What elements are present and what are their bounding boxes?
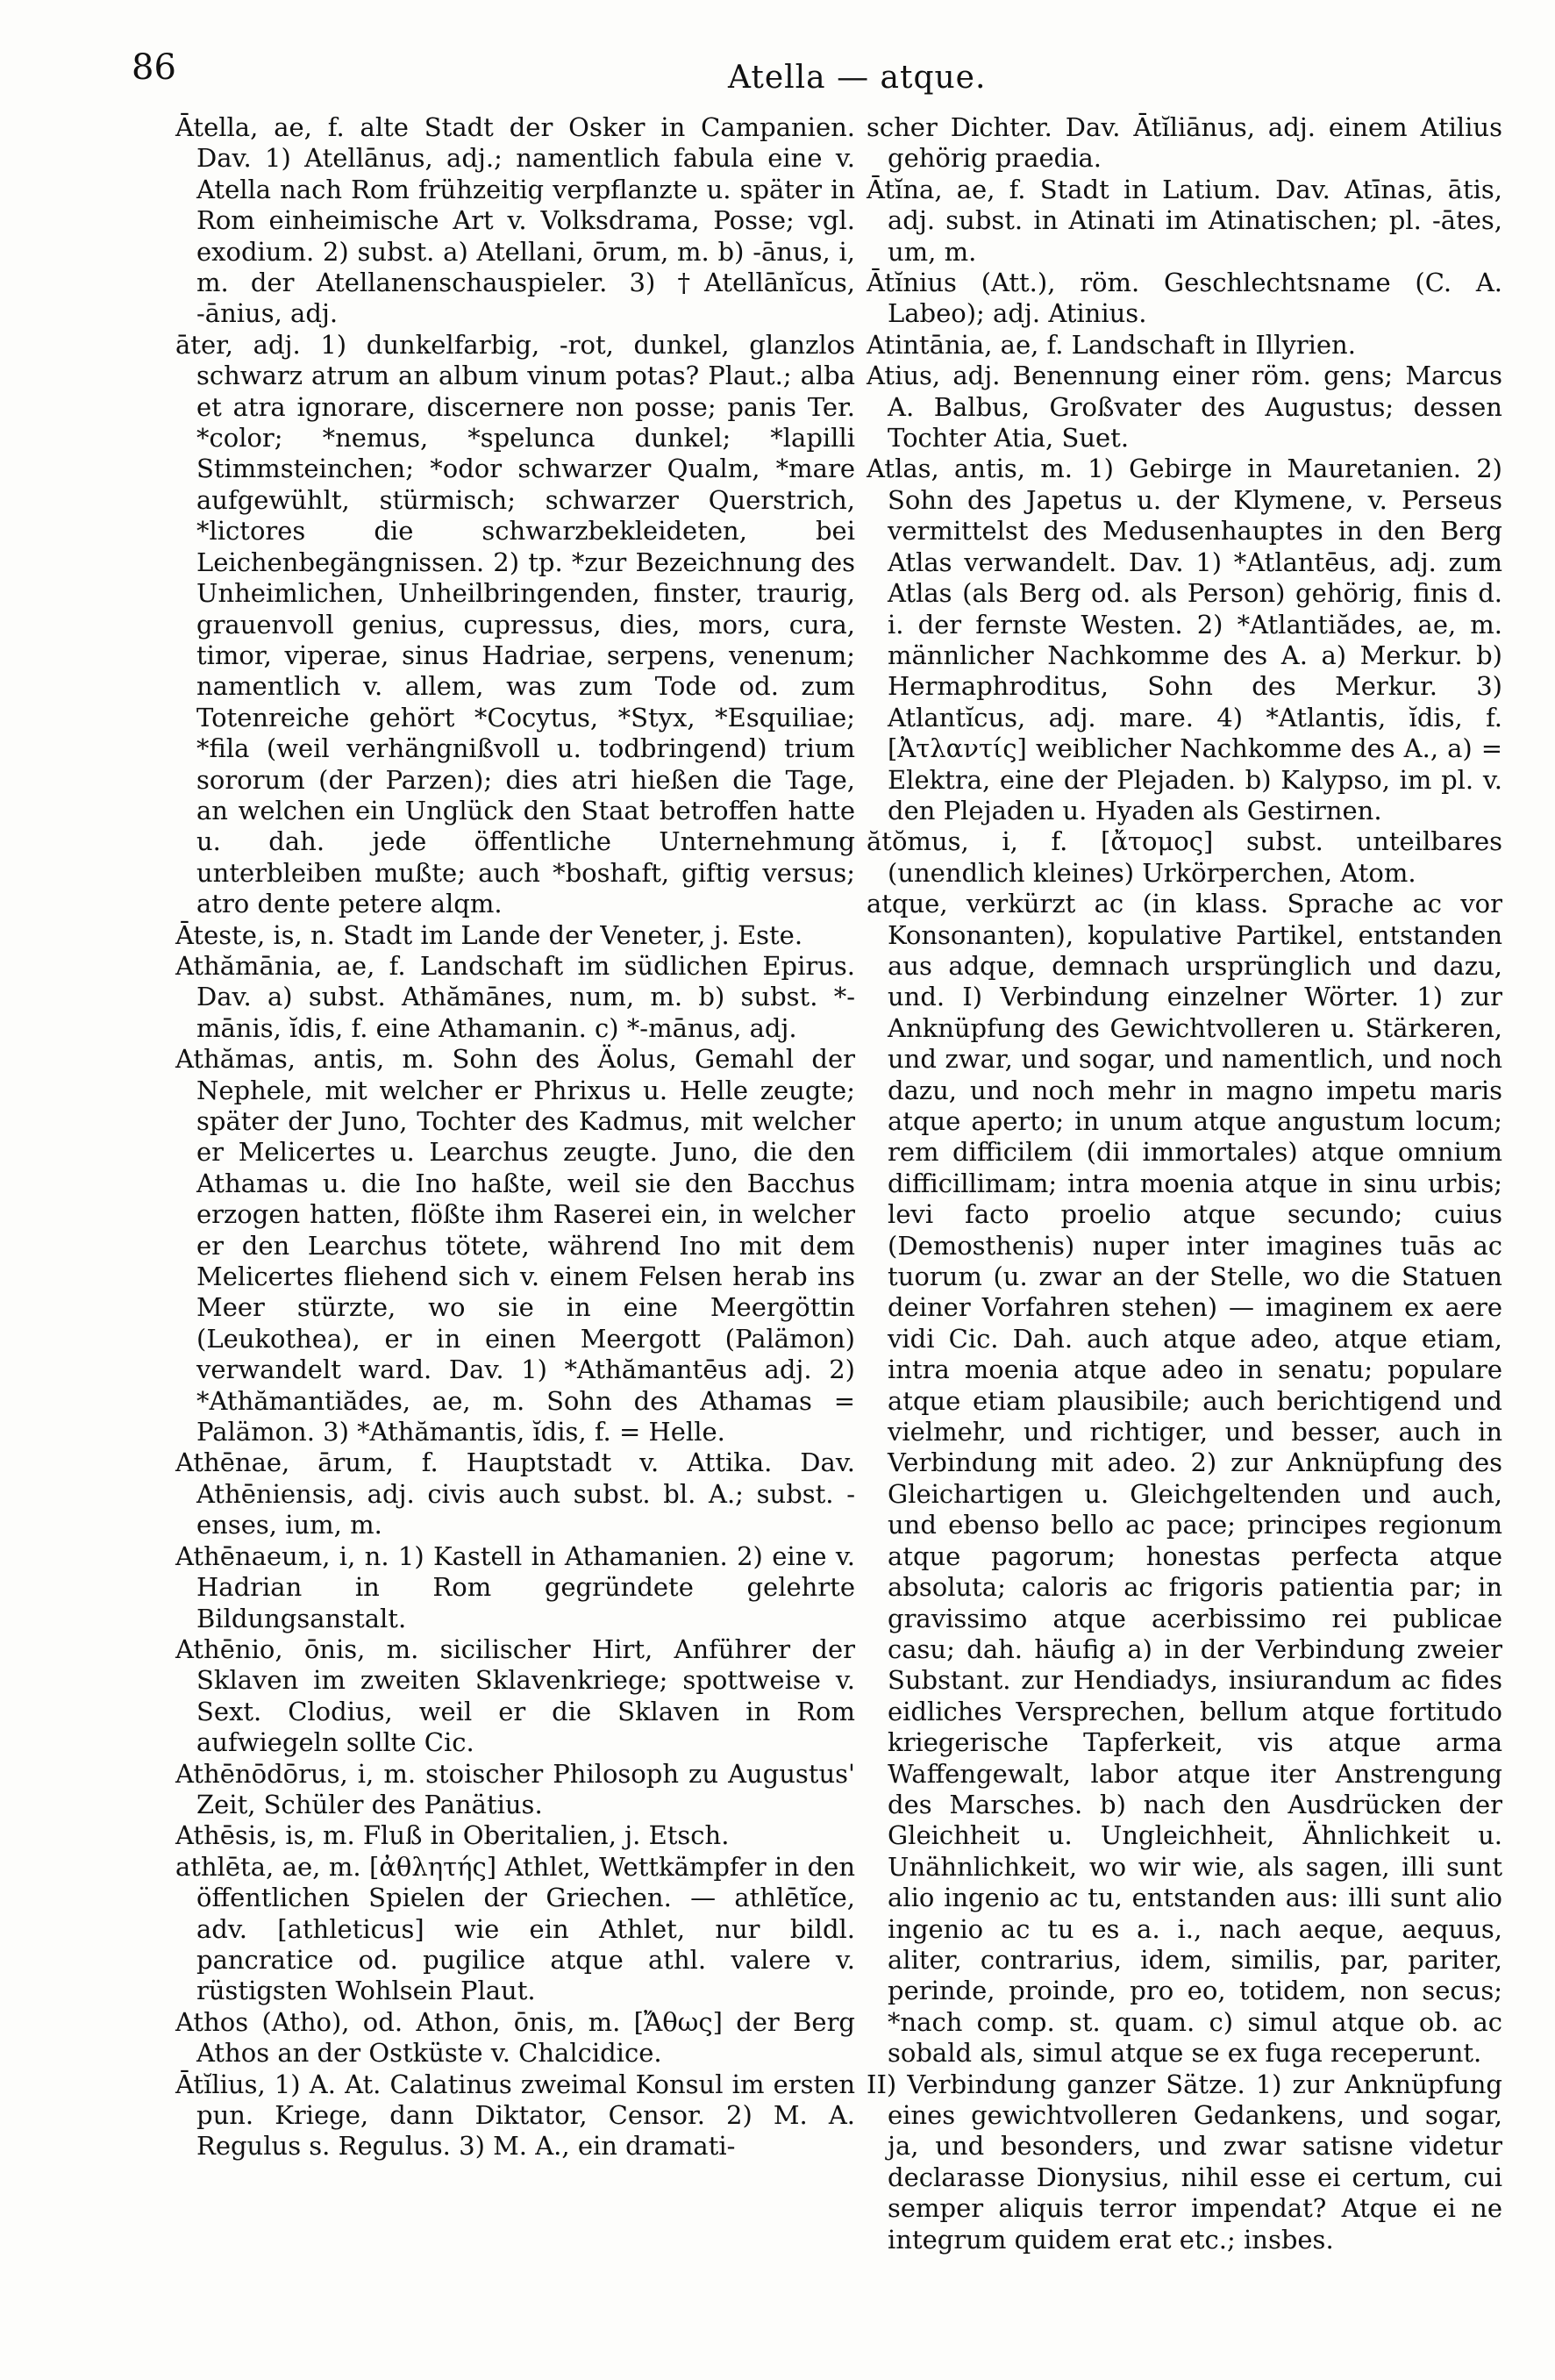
dictionary-entry: Athēsis, is, m. Fluß in Oberitalien, j. Etsch. — [175, 1820, 730, 1851]
dictionary-entry: II) Verbindung ganzer Sätze. 1) zur Anknüpfung eines gewichtvolleren Gedankens, und sogar, ja, und besonders, und zwar satisne videtur declarasse Dionysius, nihil esse ei certum, cui semper aliquis terror impendat? Atque ei ne integrum quidem erat etc.; insbes. — [867, 2069, 1502, 2255]
dictionary-entry: āter, adj. 1) dunkelfarbig, -rot, dunkel, glanzlos schwarz atrum an album vinum potas? Plaut.; alba et atra ignorare, discernere non posse; panis Ter. *color; *nemus, *spelunca dunkel; *lapilli Stimmsteinchen; *odor schwarzer Qualm, *mare aufgewühlt, stürmisch; schwarzer Querstrich, *lictores die schwarzbekleideten, bei Leichenbegängnissen. 2) tp. *zur Bezeichnung des Unheimlichen, Unheilbringenden, finster, traurig, grauenvoll genius, cupressus, dies, mors, cura, timor, viperae, sinus Hadriae, serpens, venenum; namentlich v. allem, was zum Tode od. zum Totenreiche gehört *Cocytus, *Styx, *Esquiliae; *fila (weil verhängnißvoll u. todbringend) trium sororum (der Parzen); dies atri hießen die Tage, an welchen ein Unglück den Staat betroffen hatte u. dah. jede öffentliche Unternehmung unterbleiben mußte; auch *boshaft, giftig versus; atro dente petere alqm. — [175, 329, 855, 919]
dictionary-entry: Athos (Atho), od. Athon, ōnis, m. [Ἄθως] der Berg Athos an der Ostküste v. Chalcidice. — [175, 2006, 855, 2069]
dictionary-entry: Atlas, antis, m. 1) Gebirge in Mauretanien. 2) Sohn des Japetus u. der Klymene, v. Perseus vermittelst des Medusenhauptes in den Berg Atlas verwandelt. Dav. 1) *Atlantēus, adj. zum Atlas (als Berg od. als Person) gehörig, finis d. i. der fernste Westen. 2) *Atlantiădes, ae, m. männlicher Nachkomme des A. a) Merkur. b) Hermaphroditus, Sohn des Merkur. 3) Atlantĭcus, adj. mare. 4) *Atlantis, ĭdis, f. [Ἀτλαντίς] weiblicher Nachkomme des A., a) = Elektra, eine der Plejaden. b) Kalypso, im pl. v. den Plejaden u. Hyaden als Gestirnen. — [867, 454, 1502, 825]
dictionary-entry: Ātĭna, ae, f. Stadt in Latium. Dav. Atīnas, ātis, adj. subst. in Atinati im Atinatischen; pl. -ātes, um, m. — [867, 174, 1502, 267]
right-column — [867, 112, 1502, 2255]
page-header — [132, 35, 1500, 96]
dictionary-entry: Athēnio, ōnis, m. sicilischer Hirt, Anführer der Sklaven im zweiten Sklavenkriege; spottweise v. Sext. Clodius, weil er die Sklaven in Rom aufwiegeln sollte Cic. — [175, 1633, 855, 1758]
dictionary-entry: Athēnae, ārum, f. Hauptstadt v. Attika. Dav. Athēniensis, adj. civis auch subst. bl. A.; subst. -enses, ium, m. — [175, 1447, 855, 1540]
dictionary-entry: atque, verkürzt ac (in klass. Sprache ac vor Konsonanten), kopulative Partikel, entstanden aus adque, demnach ursprünglich und dazu, und. I) Verbindung einzelner Wörter. 1) zur Anknüpfung des Gewichtvolleren u. Stärkeren, und zwar, und sogar, und namentlich, und noch dazu, und noch mehr in magno impetu maris atque aperto; in unum atque angustum locum; rem difficilem (dii immortales) atque omnium difficillimam; intra moenia atque in sinu urbis; levi facto proelio atque secundo; cuius (Demosthenis) nuper inter imagines tuās ac tuorum (u. zwar an der Stelle, wo die Statuen deiner Vorfahren stehen) — imaginem ex aere vidi Cic. Dah. auch atque adeo, atque etiam, intra moenia atque adeo in senatu; populare atque etiam plausibile; auch berichtigend und vielmehr, und richtiger, und besser, auch in Verbindung mit adeo. 2) zur Anknüpfung des Gleichartigen u. Gleichgeltenden und auch, und ebenso bello ac pace; principes regionum atque pagorum; honestas perfecta atque absoluta; caloris ac frigoris patientia par; in gravissimo atque acerbissimo rei publicae casu; dah. häufig a) in der Verbindung zweier Substant. zur Hendiadys, insiurandum ac fides eidliches Versprechen, bellum atque fortitudo kriegerische Tapferkeit, vis atque arma Waffengewalt, labor atque iter Anstrengung des Marsches. b) nach den Ausdrücken der Gleichheit u. Ungleichheit, Ähnlichkeit u. Unähnlichkeit, wo wir wie, als sagen, illi sunt alio ingenio ac tu, entstanden aus: illi sunt alio ingenio ac tu es a. i., nach aeque, aequus, aliter, contrarius, idem, similis, par, pariter, perinde, proinde, pro eo, totidem, non secus; *nach comp. st. quam. c) simul atque ob. ac sobald als, simul atque se ex fuga receperunt. — [867, 889, 1502, 2069]
dictionary-entry: Atintānia, ae, f. Landschaft in Illyrien. — [867, 329, 1356, 360]
running-head: Atella — atque. — [728, 60, 987, 96]
dictionary-entry: Āteste, is, n. Stadt im Lande der Veneter, j. Este. — [175, 919, 803, 950]
dictionary-entry: Athēnōdōrus, i, m. stoischer Philosoph zu Augustus' Zeit, Schüler des Panätius. — [175, 1758, 855, 1819]
dictionary-entry: athlēta, ae, m. [ἀθλητής] Athlet, Wettkämpfer in den öffentlichen Spielen der Griechen. — athlētĭce, adv. [athleticus] wie ein Athlet, nur bildl. pancratice od. pugilice atque athl. valere v. rüstigsten Wohlsein Plaut. — [175, 1851, 855, 2006]
dictionary-entry: ătŏmus, i, f. [ἄτομος] subst. unteilbares (unendlich kleines) Urkörperchen, Atom. — [867, 826, 1502, 888]
dictionary-entry: Ātĭnius (Att.), röm. Geschlechtsname (C. A. Labeo); adj. Atinius. — [867, 268, 1502, 329]
dictionary-entry: Ātella, ae, f. alte Stadt der Osker in Campanien. Dav. 1) Atellānus, adj.; namentlich fabula eine v. Atella nach Rom frühzeitig verpflanzte u. später in Rom einheimische Art v. Volksdrama, Posse; vgl. exodium. 2) subst. a) Atellani, ōrum, m. b) -ānus, i, m. der Atellanenschauspieler. 3) †Atellānĭcus, -ānius, adj. — [175, 112, 855, 329]
page-number: 86 — [132, 47, 176, 88]
left-column — [175, 112, 855, 2162]
dictionary-entry: scher Dichter. Dav. Ātĭliānus, adj. einem Atilius gehörig praedia. — [867, 112, 1502, 174]
dictionary-entry: Atius, adj. Benennung einer röm. gens; Marcus A. Balbus, Großvater des Augustus; dessen Tochter Atia, Suet. — [867, 361, 1502, 454]
dictionary-entry: Ātĭlius, 1) A. At. Calatinus zweimal Konsul im ersten pun. Kriege, dann Diktator, Censor. 2) M. A. Regulus s. Regulus. 3) M. A., ein dramati- — [175, 2069, 855, 2162]
dictionary-entry: Athămānia, ae, f. Landschaft im südlichen Epirus. Dav. a) subst. Athămānes, num, m. b) subst. *-mānis, ĭdis, f. eine Athamanin. c) *-mānus, adj. — [175, 950, 855, 1043]
dictionary-entry: Athămas, antis, m. Sohn des Äolus, Gemahl der Nephele, mit welcher er Phrixus u. Helle zeugte; später der Juno, Tochter des Kadmus, mit welcher er Melicertes u. Learchus zeugte. Juno, die den Athamas u. die Ino haßte, weil sie den Bacchus erzogen hatten, flößte ihm Raserei ein, in welcher er den Learchus tötete, während Ino mit dem Melicertes fliehend sich v. einem Felsen herab ins Meer stürzte, wo sie in eine Meergöttin (Leukothea), er in einen Meergott (Palämon) verwandelt ward. Dav. 1) *Athămantēus adj. 2) *Athămantiădes, ae, m. Sohn des Athamas = Palämon. 3) *Athămantis, ĭdis, f. = Helle. — [175, 1044, 855, 1447]
dictionary-entry: Athēnaeum, i, n. 1) Kastell in Athamanien. 2) eine v. Hadrian in Rom gegründete gelehrte Bildungsanstalt. — [175, 1540, 855, 1633]
